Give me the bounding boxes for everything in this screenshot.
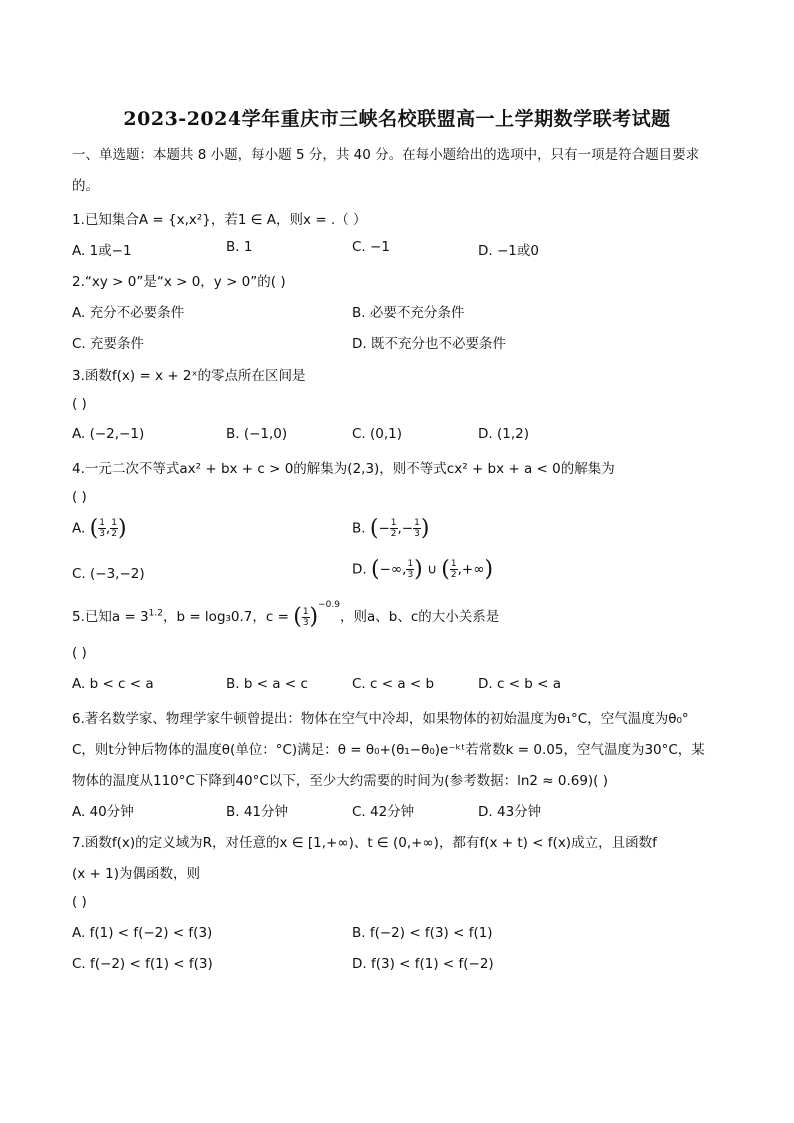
question-1-stem: 1.已知集合A = {x,x²}，若1 ∈ A，则x = .（ ） (72, 212, 367, 228)
q1-option-d: D. −1或0 (478, 243, 539, 259)
fraction: $\frac{1}{2}$ (390, 518, 397, 539)
fraction: $\frac{1}{3}$ (414, 518, 420, 539)
q5-option-b: B. b < a < c (226, 676, 308, 692)
q3-option-b: B. (−1,0) (226, 426, 288, 442)
q6-option-d: D. 43分钟 (478, 804, 542, 820)
q1-option-a: A. 1或−1 (72, 243, 132, 259)
question-5-paren: ( ) (72, 645, 87, 661)
q5-option-c: C. c < a < b (352, 676, 435, 692)
fraction: $\frac{1}{2}$ (111, 518, 117, 539)
q4-option-d: D. (−∞, $\frac{1}{3}$ ) ∪ ( $\frac{1}{2}$ ,+∞) (352, 557, 494, 582)
fraction: $\frac{1}{3}$ (407, 559, 414, 580)
paren-open: ( (89, 516, 99, 541)
q2-option-a: A. 充分不必要条件 (72, 305, 185, 321)
q7-option-d: D. f(3) < f(1) < f(−2) (352, 956, 494, 972)
fraction: $\frac{1}{3}$ (302, 606, 309, 628)
q7-option-b: B. f(−2) < f(3) < f(1) (352, 925, 493, 941)
q6-option-a: A. 40分钟 (72, 804, 134, 820)
question-3-stem: 3.函数f(x) = x + 2ˣ的零点所在区间是 (72, 368, 306, 384)
q4-option-b-label: B. (352, 520, 366, 537)
question-6-line-1: 6.著名数学家、物理学家牛顿曾提出：物体在空气中冷却，如果物体的初始温度为θ₁°C，空气温度为θ₀° (72, 711, 689, 727)
page-title: 2023-2024学年重庆市三峡名校联盟高一上学期数学联考试题 (123, 108, 671, 130)
q6-option-b: B. 41分钟 (226, 804, 289, 820)
question-6-line-2: C，则t分钟后物体的温度θ(单位：°C)满足：θ = θ₀+(θ₁−θ₀)e⁻ᵏᵗ若常数k = 0.05，空气温度为30°C，某 (72, 742, 705, 758)
question-4-stem: 4.一元二次不等式ax² + bx + c > 0的解集为(2,3)，则不等式cx² + bx + a < 0的解集为 (72, 461, 615, 477)
question-7-line-2: (x + 1)为偶函数，则 (72, 866, 201, 882)
q3-option-a: A. (−2,−1) (72, 426, 145, 442)
q1-option-b: B. 1 (226, 239, 253, 255)
question-2-stem: 2.“xy > 0”是“x > 0，y > 0”的( ) (72, 274, 286, 290)
question-4-paren: ( ) (72, 489, 87, 505)
q7-option-c: C. f(−2) < f(1) < f(3) (72, 956, 213, 972)
q3-option-c: C. (0,1) (352, 426, 403, 442)
section-header: 一、单选题：本题共 8 小题，每小题 5 分，共 40 分。在每小题给出的选项中，只有一项是符合题目要求 (72, 147, 700, 163)
q7-option-a: A. f(1) < f(−2) < f(3) (72, 925, 213, 941)
section-header-cont: 的。 (72, 178, 99, 194)
fraction: $\frac{1}{3}$ (99, 518, 105, 539)
q2-option-b: B. 必要不充分条件 (352, 305, 465, 321)
question-7-line-1: 7.函数f(x)的定义域为R，对任意的x ∈ [1,+∞)、t ∈ (0,+∞)，都有f(x + t) < f(x)成立，且函数f (72, 835, 657, 851)
q6-option-c: C. 42分钟 (352, 804, 415, 820)
fraction: $\frac{1}{2}$ (450, 559, 457, 580)
question-7-paren: ( ) (72, 894, 87, 910)
q4-option-b: B. (− $\frac{1}{2}$ ,− $\frac{1}{3}$ ) (352, 516, 430, 541)
q4-option-a: A. ( $\frac{1}{3}$ , $\frac{1}{2}$ ) (72, 516, 127, 541)
q1-option-c: C. −1 (352, 239, 390, 255)
q4-option-c: C. (−3,−2) (72, 566, 145, 582)
q2-option-d: D. 既不充分也不必要条件 (352, 336, 506, 352)
q5-option-d: D. c < b < a (478, 676, 562, 692)
question-3-paren: ( ) (72, 396, 87, 412)
paren-close: ) (117, 516, 127, 541)
q2-option-c: C. 充要条件 (72, 336, 145, 352)
q4-option-d-label: D. (352, 561, 367, 578)
q3-option-d: D. (1,2) (478, 426, 529, 442)
q5-option-a: A. b < c < a (72, 676, 154, 692)
question-6-line-3: 物体的温度从110°C下降到40°C以下，至少大约需要的时间为(参考数据：ln2 ≈ 0.69)( ) (72, 773, 609, 789)
question-5-stem: 5.已知$a = 3^{1.2}$，b = log₃0.7，c = ( $\frac{1}{3}$ )$^{-0.9}$，则a、b、c的大小关系是 (72, 600, 500, 630)
q4-option-a-label: A. (72, 520, 86, 537)
